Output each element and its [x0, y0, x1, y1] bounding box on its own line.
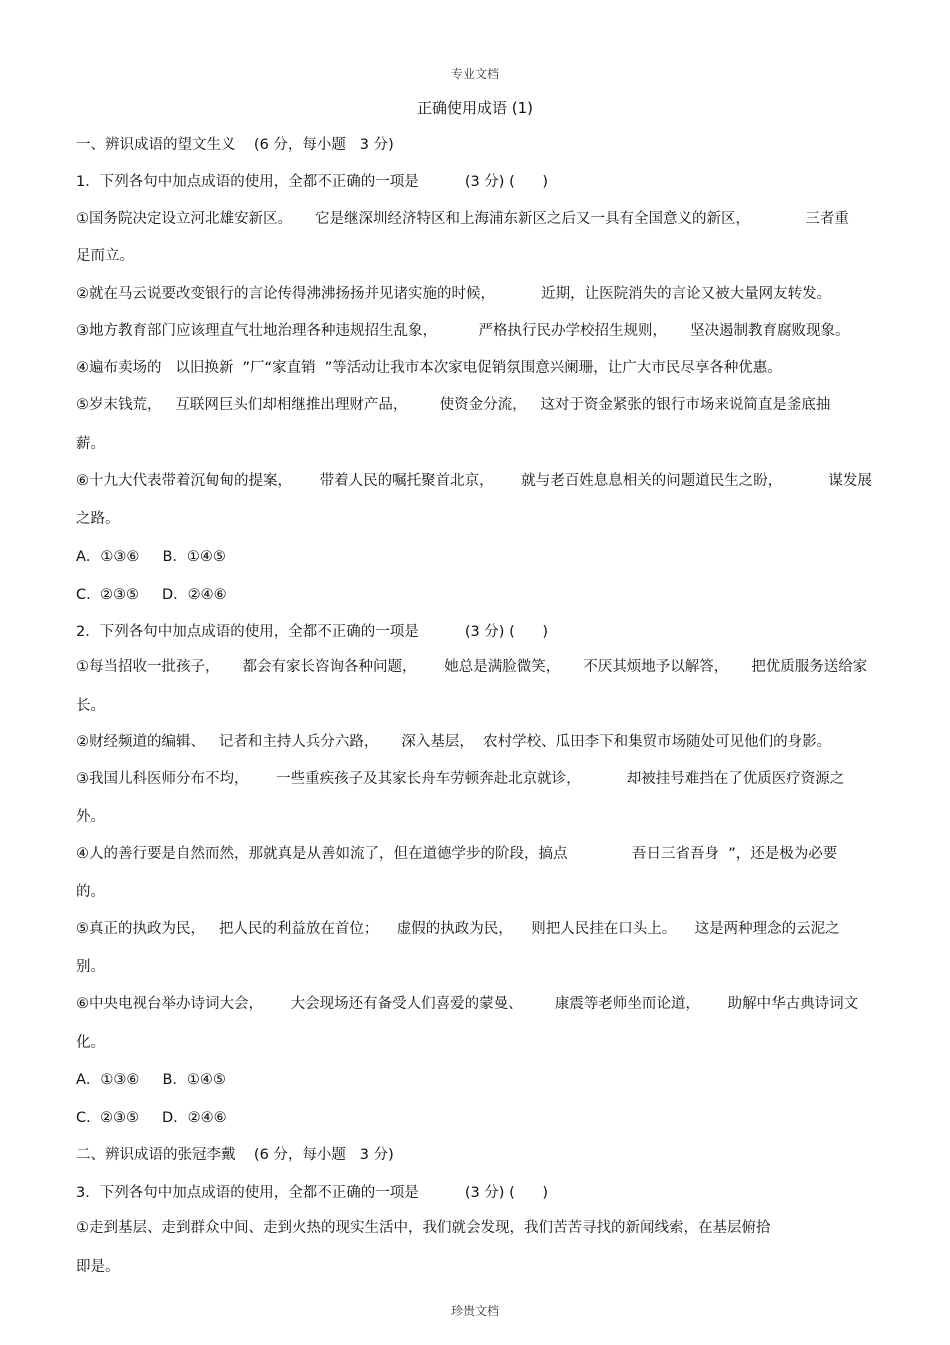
option-text: ⑤岁末钱荒， 互联网巨头们却相继推出理财产品， 使资金分流， 这对于资金紧张的银行市场来说简直是釜底抽 — [76, 397, 831, 413]
option-text: 薪。 — [76, 436, 105, 452]
option-text: ③我国儿科医师分布不均， 一些重疾孩子及其家长舟车劳顿奔赴北京就诊， 却被挂号难挡在了优质医疗资源之 — [76, 771, 845, 787]
answer-choices: A．①③⑥ B．①④⑤ — [76, 549, 226, 565]
answer-choices: C. ②③⑤ D．②④⑥ — [76, 587, 227, 603]
option-text: ⑥中央电视台举办诗词大会， 大会现场还有备受人们喜爱的蒙曼、 康震等老师坐而论道， 助解中华古典诗词文 — [76, 996, 859, 1012]
page-footer: 珍贵文档 — [450, 1304, 499, 1318]
option-text: ①每当招收一批孩子， 都会有家长咨询各种问题， 她总是满脸微笑， 不厌其烦地予以解答， 把优质服务送给家 — [76, 659, 868, 675]
option-text: ①国务院决定设立河北雄安新区。 它是继深圳经济特区和上海浦东新区之后又一具有全国意义的新区， 三者重 — [76, 211, 849, 227]
page-header: 专业文档 — [450, 67, 499, 81]
question-stem: 3．下列各句中加点成语的使用，全都不正确的一项是 (3 分) ( ) — [76, 1185, 549, 1201]
option-text: 化。 — [76, 1035, 105, 1051]
answer-choices: A．①③⑥ B．①④⑤ — [76, 1072, 226, 1088]
option-text: ④人的善行要是自然而然，那就真是从善如流了，但在道德学步的阶段，搞点 吾日三省吾身 ”，还是极为必要 — [76, 846, 838, 862]
option-text: 足而立。 — [76, 248, 134, 264]
option-text: 即是。 — [76, 1259, 120, 1275]
option-text: 长。 — [76, 698, 105, 714]
document-title: 正确使用成语 (1) — [416, 99, 534, 117]
option-text: ④遍布卖场的 以旧换新 ”厂“家直销 ”等活动让我市本次家电促销氛围意兴阑珊，让广大市民尽享各种优惠。 — [76, 360, 782, 376]
option-text: ③地方教育部门应该理直气壮地治理各种违规招生乱象， 严格执行民办学校招生规则， 坚决遏制教育腐败现象。 — [76, 323, 850, 339]
option-text: 外。 — [76, 809, 105, 825]
section-heading: 一、辨识成语的望文生义 (6 分，每小题 3 分) — [76, 137, 394, 153]
option-text: ⑤真正的执政为民， 把人民的利益放在首位； 虚假的执政为民， 则把人民挂在口头上。 这是两种理念的云泥之 — [76, 921, 840, 937]
option-text: 别。 — [76, 959, 105, 975]
option-text: ⑥十九大代表带着沉甸甸的提案， 带着人民的嘱托聚首北京， 就与老百姓息息相关的问题道民生之盼， 谋发展 — [76, 473, 872, 489]
section-heading: 二、辨识成语的张冠李戴 (6 分，每小题 3 分) — [76, 1147, 394, 1163]
option-text: ②财经频道的编辑、 记者和主持人兵分六路， 深入基层， 农村学校、瓜田李下和集贸市场随处可见他们的身影。 — [76, 734, 832, 750]
question-stem: 2．下列各句中加点成语的使用，全都不正确的一项是 (3 分) ( ) — [76, 624, 549, 640]
option-text: 的。 — [76, 884, 105, 900]
answer-choices: C. ②③⑤ D．②④⑥ — [76, 1110, 227, 1126]
option-text: ①走到基层、走到群众中间、走到火热的现实生活中，我们就会发现，我们苦苦寻找的新闻线索，在基层俯拾 — [76, 1220, 771, 1236]
question-stem: 1．下列各句中加点成语的使用，全都不正确的一项是 (3 分) ( ) — [76, 174, 549, 190]
option-text: ②就在马云说要改变银行的言论传得沸沸扬扬并见诸实施的时候， 近期，让医院消失的言论又被大量网友转发。 — [76, 286, 832, 302]
option-text: 之路。 — [76, 511, 120, 527]
